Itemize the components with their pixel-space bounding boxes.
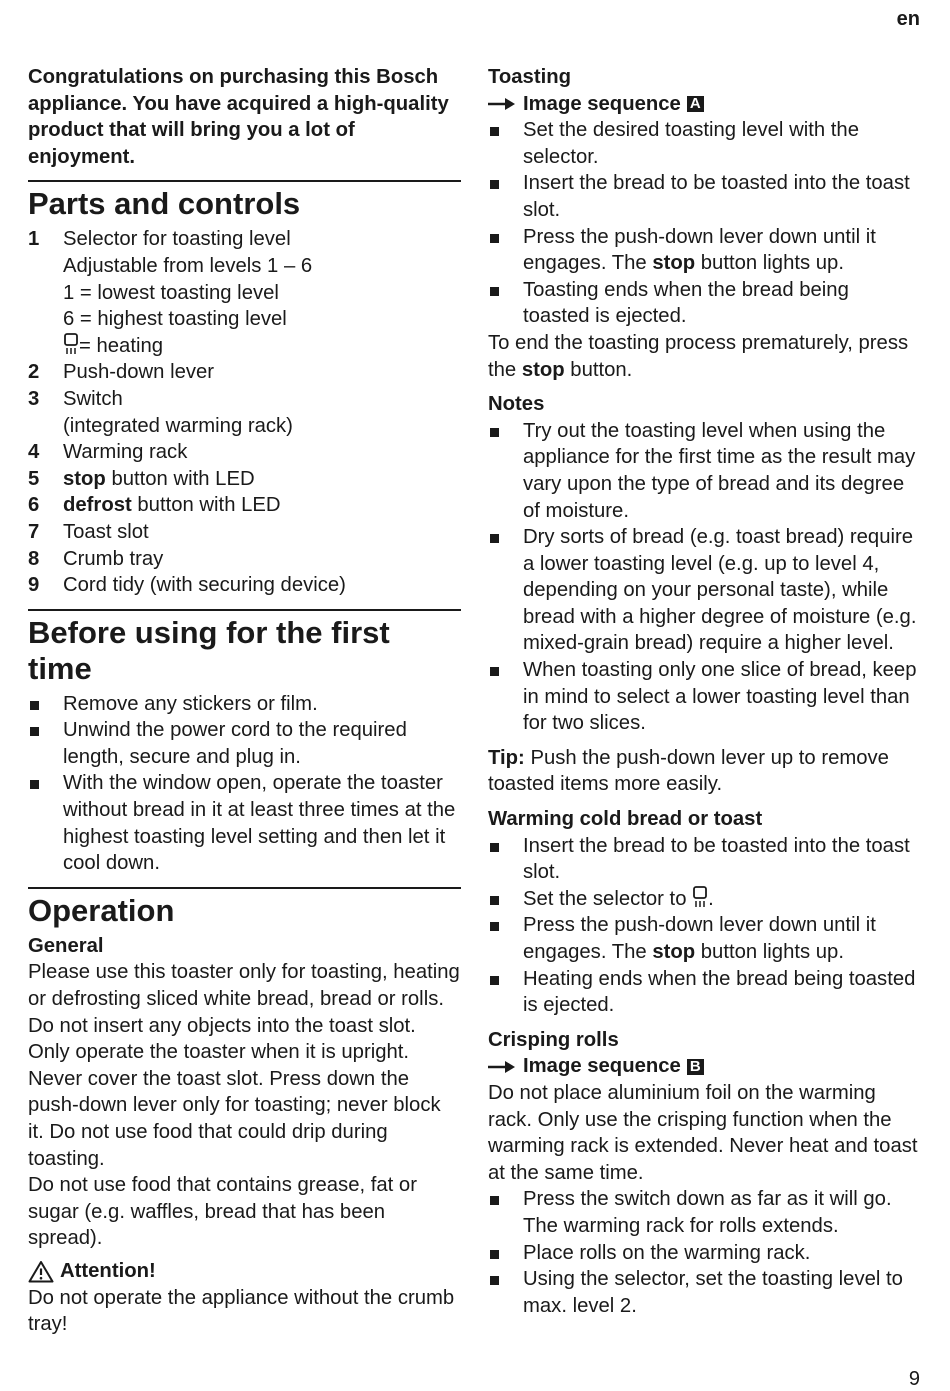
parts-list [28, 226, 461, 598]
list-item: When toasting only one slice of bread, keep in mind to select a lower toasting level than for two slices. [488, 657, 920, 737]
list-item: Remove any stickers or film. [28, 691, 461, 718]
crisping-list [488, 1186, 920, 1319]
sequence-letter-badge: B [687, 1059, 704, 1075]
end-toasting-text: To end the toasting process prematurely, press the stop button. [488, 331, 909, 381]
bullet-icon [488, 1240, 523, 1267]
section-divider [28, 887, 461, 889]
parts-item-7: 7 Toast slot [28, 520, 149, 543]
heating-icon [692, 886, 708, 908]
bullet-icon [488, 966, 523, 1019]
list-item: With the window open, operate the toaster without bread in it at least three times at the highest toasting level setting and then let it cool down. [28, 770, 461, 876]
list-item: Press the push-down lever down until it engages. The stop button lights up. [488, 224, 920, 277]
list-item: Try out the toasting level when using the appliance for the first time as the result may vary upon the type of bread and its degree of moisture. [488, 418, 920, 524]
bullet-icon [488, 657, 523, 737]
bullet-icon [28, 717, 63, 770]
list-item: Set the selector to . [488, 886, 920, 913]
general-heading: General [28, 934, 104, 957]
parts-item-8: 8 Crumb tray [28, 547, 164, 570]
warming-list [488, 833, 920, 1019]
bullet-icon [488, 833, 523, 886]
bullet-icon [488, 170, 523, 223]
bullet-icon [488, 912, 523, 965]
attention-text: Do not operate the appliance without the crumb tray! [28, 1286, 455, 1336]
bullet-icon [488, 418, 523, 524]
bullet-icon [28, 691, 63, 718]
list-item: Press the switch down as far as it will go. The warming rack for rolls extends. [488, 1186, 920, 1239]
list-item: Insert the bread to be toasted into the toast slot. [488, 833, 920, 886]
list-item: Place rolls on the warming rack. [488, 1240, 920, 1267]
notes-list [488, 418, 920, 737]
image-sequence-ref: Image sequence B [488, 1053, 920, 1080]
warning-icon [28, 1260, 54, 1283]
bullet-icon [488, 886, 523, 913]
bullet-icon [488, 117, 523, 170]
parts-item-6: 6 defrost button with LED [28, 494, 281, 517]
item-number: 1 [28, 228, 40, 251]
image-sequence-ref: Image sequence A [488, 91, 920, 118]
arrow-right-icon [488, 97, 523, 111]
toasting-heading: Toasting [488, 66, 571, 88]
bullet-icon [488, 524, 523, 657]
list-item: Insert the bread to be toasted into the toast slot. [488, 170, 920, 223]
list-item: Unwind the power cord to the required length, secure and plug in. [28, 717, 461, 770]
toasting-list [488, 117, 920, 330]
bullet-icon [28, 770, 63, 876]
parts-item-4: 4 Warming rack [28, 441, 188, 464]
parts-item-9: 9 Cord tidy (with securing device) [28, 574, 346, 597]
crisping-paragraph: Do not place aluminium foil on the warming rack. Only use the crisping function when the warming rack is extended. Never heat and toast at the same time. [488, 1081, 918, 1184]
intro-text: Congratulations on purchasing this Bosch appliance. You have acquired a high-quality product that will bring you a lot of enjoyment. [28, 66, 449, 168]
warming-heading: Warming cold bread or toast [488, 808, 763, 831]
parts-item-3: 3 Switch (integrated warming rack) [28, 387, 293, 437]
language-code: en [896, 8, 920, 30]
bullet-icon [488, 277, 523, 330]
page-number: 9 [908, 1368, 920, 1390]
arrow-right-icon [488, 1060, 523, 1074]
before-title: Before using for the first time [28, 614, 390, 686]
list-item: Using the selector, set the toasting level to max. level 2. [488, 1266, 920, 1319]
parts-title: Parts and controls [28, 186, 301, 222]
list-item: Dry sorts of bread (e.g. toast bread) require a lower toasting level (e.g. up to level 4, depending on your personal taste), while bread with a higher degree of moisture (e.g. mixed-grain bread) require a higher level. [488, 524, 920, 657]
attention-heading: Attention! [28, 1258, 461, 1285]
section-divider [28, 180, 461, 182]
sequence-letter-badge: A [687, 96, 704, 112]
item-line: 6 = highest toasting level [63, 308, 287, 331]
general-paragraph: Do not use food that contains grease, fat or sugar (e.g. waffles, bread that has been spread). [28, 1174, 417, 1250]
item-line: 1 = lowest toasting level [63, 281, 279, 304]
heating-icon [63, 333, 79, 355]
right-column [488, 64, 920, 1319]
bullet-icon [488, 1266, 523, 1319]
operation-title: Operation [28, 892, 175, 928]
parts-item-5: 5 stop button with LED [28, 467, 255, 490]
item-line: Adjustable from levels 1 – 6 [63, 254, 313, 277]
before-list [28, 691, 461, 877]
item-line: Selector for toasting level [63, 228, 291, 251]
crisping-heading: Crisping rolls [488, 1028, 619, 1051]
item-line: = heating [63, 333, 312, 360]
parts-item-2: 2 Push-down lever [28, 361, 215, 384]
parts-item-1 [28, 226, 461, 359]
section-divider [28, 609, 461, 611]
left-column [28, 64, 461, 1338]
bullet-icon [488, 1186, 523, 1239]
list-item: Heating ends when the bread being toasted is ejected. [488, 966, 920, 1019]
tip-text: Tip: Push the push-down lever up to remove toasted items more easily. [488, 746, 889, 796]
list-item: Press the push-down lever down until it engages. The stop button lights up. [488, 912, 920, 965]
general-paragraph: Please use this toaster only for toasting, heating or defrosting sliced white bread, bread or rolls. Do not insert any objects into the toast slot. Only operate the toaster when it is upright. Never cover the toast slot. Press down the push-down lever only for toasting; never block it. Do not use food that could drip during toasting. [28, 961, 460, 1170]
list-item: Toasting ends when the bread being toasted is ejected. [488, 277, 920, 330]
list-item: Set the desired toasting level with the selector. [488, 117, 920, 170]
bullet-icon [488, 224, 523, 277]
notes-heading: Notes [488, 393, 545, 416]
